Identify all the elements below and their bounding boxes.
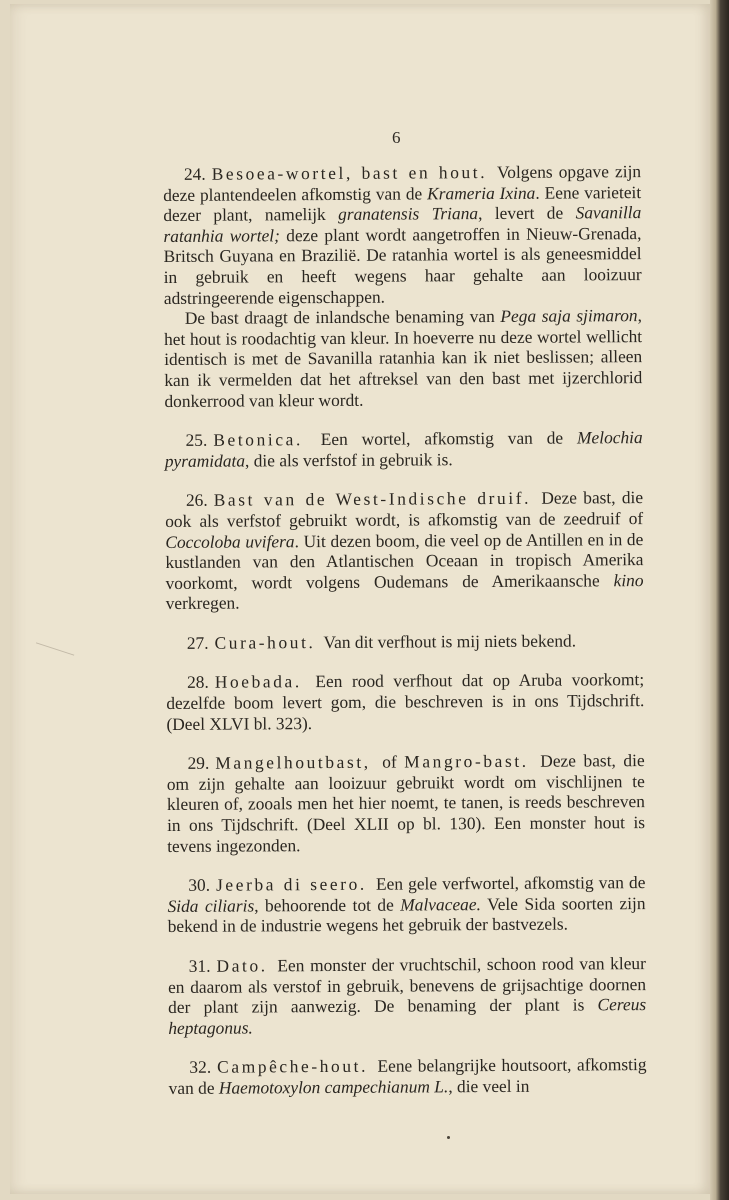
species-name: Coccoloba uvifera (165, 530, 295, 552)
entry-text: Een wortel, afkomstig van de (306, 427, 578, 450)
species-name: Pega saja sjimaron (500, 305, 638, 327)
entry-text: Een gele verfwortel, afkomstig van de (370, 872, 646, 894)
entry-heading: Cura-hout. (214, 631, 316, 653)
entry-paragraph (168, 1054, 646, 1098)
entry-heading: Hoebada. (214, 671, 302, 693)
entry-paragraph (165, 427, 643, 471)
species-name: Malvaceae. (400, 893, 481, 915)
entry-text: Vele Sida soorten zijn bekend in de industrie wegens het gebruik der bastvezels. (167, 892, 646, 937)
entry-paragraph (166, 630, 644, 654)
document-body (163, 161, 647, 1117)
entry-text: , die als verfstof in gebruik is. (244, 448, 453, 471)
entry-text: , het hout is roodachtig van kleur. In hoeverre nu deze wortel wellicht identisch is met de Savanilla ratanhia kan ik niet beslissen; alleen kan ik vermelden dat het aftreksel van den bast met ijzerchlorid donkerrood van kleur wordt. (164, 305, 643, 411)
entry-heading: Mangelhoutbast, (215, 751, 371, 773)
entry-number: 28. (186, 672, 209, 693)
entry-number: 30. (188, 874, 211, 896)
entry-heading: Dato. (216, 955, 268, 976)
entry-text: Eene belangrijke houtsoort, afkomstig van de (168, 1054, 647, 1098)
page-number: 6 (392, 128, 401, 147)
entry-paragraph (167, 750, 646, 856)
entry-text: of (374, 751, 405, 772)
entry-number: 25. (185, 429, 208, 450)
species-name: Cereus heptagonus. (168, 994, 647, 1038)
entry-number: 24. (183, 163, 206, 184)
entry-text: Een rood verfhout dat op Aruba voorkomt; dezelfde boom levert gom, die beschreven is in ons Tijdschrift. (Deel XLVI bl. 323). (166, 669, 645, 734)
entry-paragraph (165, 487, 644, 613)
entry-text: deze plant wordt aangetroffen in Nieuw-Grenada, Britsch Guyana en Brazilië. De ratanhia wortel is als geneesmiddel in gebruik en heeft wegens haar gehalte aan looizuur adstringeerende eigenschappen. (163, 222, 642, 308)
entry-heading: Besoea-wortel, bast en hout. (211, 162, 488, 184)
species-name: Sida ciliaris (167, 895, 255, 916)
species-name: Haemotoxylon campechianum L. (218, 1076, 449, 1098)
entry-paragraph (166, 670, 644, 735)
entry-number: 26. (185, 490, 208, 511)
entry-number: 29. (187, 752, 210, 774)
entry-paragraph (167, 872, 645, 937)
entry-heading: Campêche-hout. (217, 1056, 369, 1078)
entry-heading: Mangro-bast. (404, 751, 529, 772)
species-name: Krameria Ixina (427, 182, 536, 203)
entry-continuation-paragraph (164, 305, 643, 411)
entry-heading: Betonica. (213, 429, 303, 450)
entry-text: Volgens opgave zijn deze plantendeelen afkomstig van de (163, 161, 642, 205)
entry-text: , behoorende tot de (254, 894, 401, 916)
species-name: Melochia pyramidata (164, 427, 643, 471)
entry-text: verkregen. (165, 592, 240, 614)
book-edge (710, 0, 729, 1200)
entry-text: . Uit dezen boom, die veel op de Antillen en in de kustlanden van den Atlantischen Oceaan in tropisch Amerika voorkomt, wordt volgens Oudemans de Amerikaansche (165, 528, 644, 593)
entry-paragraph (163, 161, 642, 308)
entry-number: 27. (186, 632, 209, 653)
entry-text: , levert de (477, 202, 576, 224)
entry-text: Van dit verfhout is mij niets bekend. (319, 630, 577, 652)
species-name: kino (613, 569, 644, 590)
entry-heading: Jeerba di seero. (215, 873, 367, 895)
entry-number: 31. (188, 955, 211, 976)
entry-text: . Eene varieteit dezer plant, namelijk (163, 181, 642, 226)
species-name: granatensis Triana (338, 203, 479, 225)
entry-number: 32. (189, 1057, 212, 1078)
entry-text: , die veel in (448, 1075, 530, 1097)
entry-text: Deze bast, die om zijn gehalte aan looizuur gebruikt wordt om vischlijnen te kleuren of, zooals men het hier noemt, te tanen, is reeds beschreven in ons Tijdschrift. (Deel XLII op bl. 130). Een monster hout is tevens ingezonden. (166, 750, 646, 856)
entry-paragraph (168, 953, 646, 1038)
ink-speck (447, 1136, 450, 1139)
entry-text: Een monster der vruchtschil, schoon rood van kleur en daarom als verstof in gebruik, benevens de grijsachtige doornen der plant zijn aanwezig. De benaming der plant is (167, 953, 647, 1018)
entry-heading: Bast van de West-Indische druif. (213, 488, 532, 511)
entry-text: De bast draagt de inlandsche benaming van (184, 306, 501, 329)
entry-text: Deze bast, die ook als verfstof gebruikt wordt, is afkomstig van de zeedruif of (165, 487, 644, 531)
species-name: Savanilla ratanhia wortel; (163, 202, 642, 246)
